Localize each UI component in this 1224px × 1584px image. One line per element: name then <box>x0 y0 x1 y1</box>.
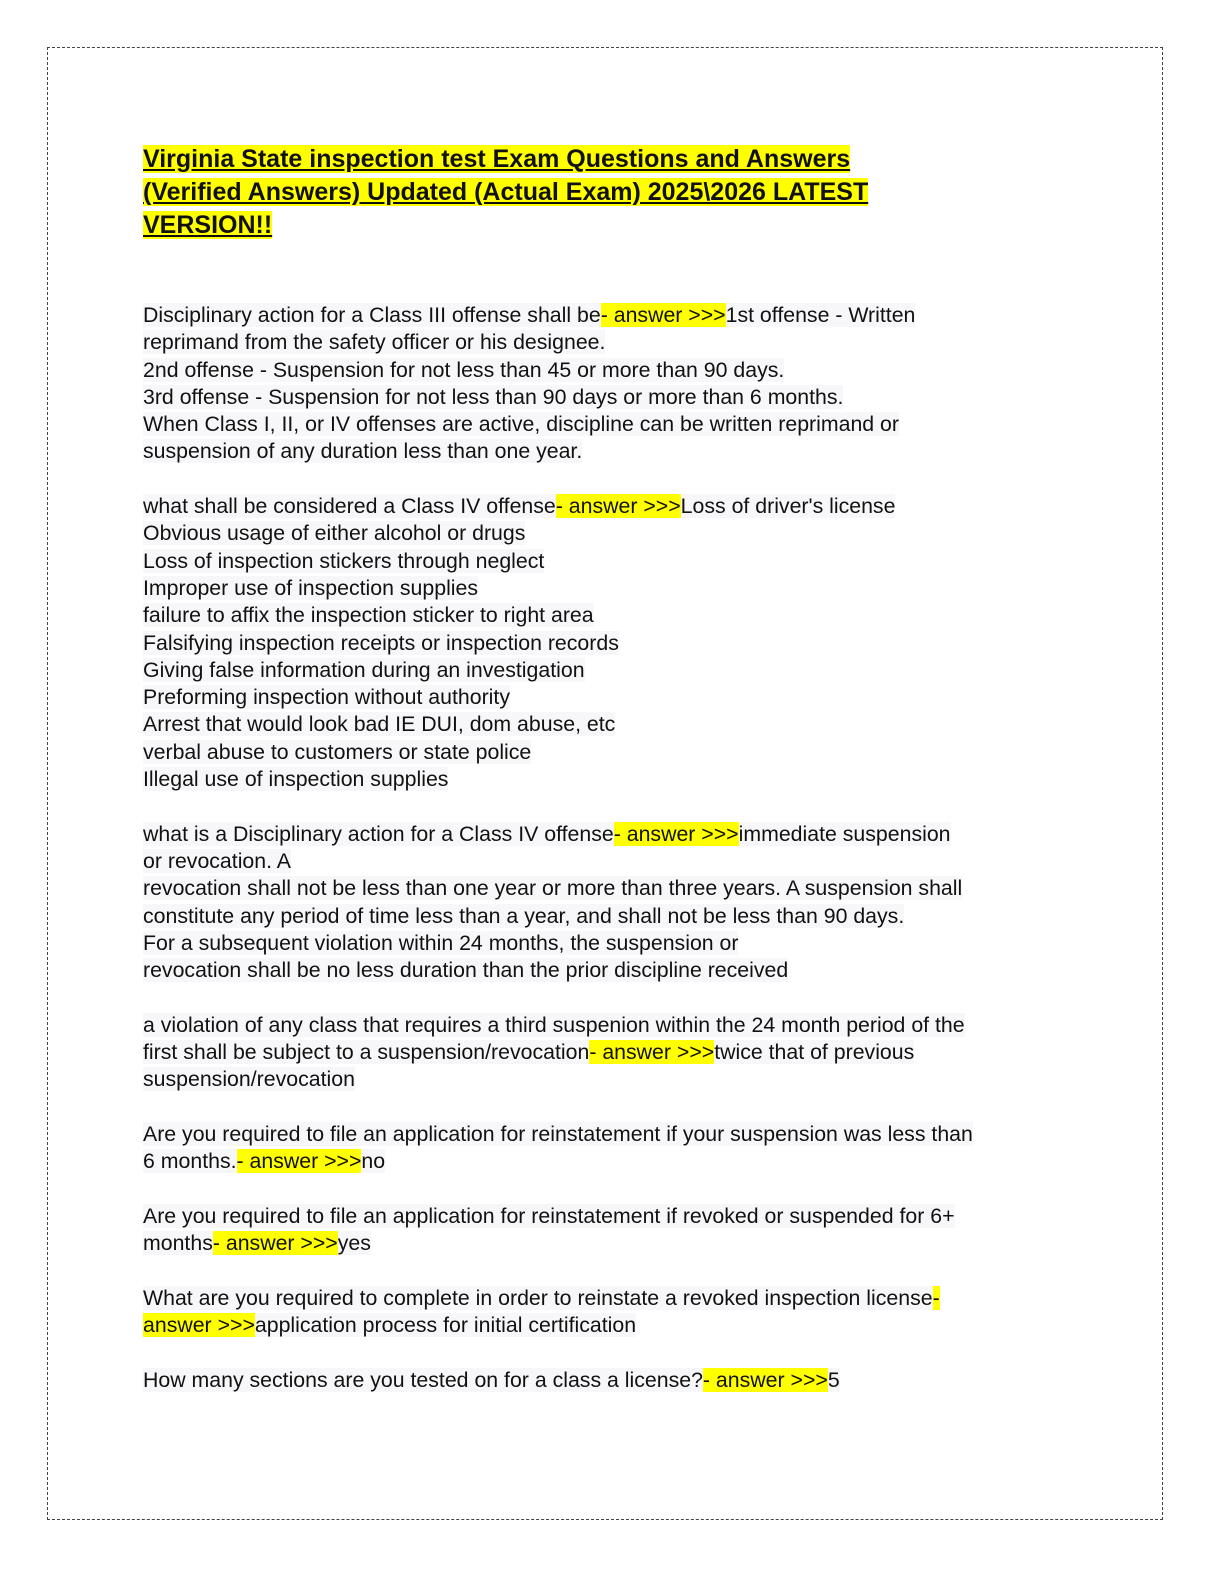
qa-text: a violation of any class that requires a third suspenion within the 24 month period of the <box>143 1012 965 1037</box>
qa-item <box>143 1012 1083 1094</box>
title-line-2: (Verified Answers) Updated (Actual Exam) 2025\2026 LATEST <box>143 178 869 206</box>
qa-text: reprimand from the safety officer or his designee. <box>143 330 606 355</box>
qa-line <box>143 766 1083 793</box>
document-title <box>143 143 1083 242</box>
qa-text: When Class I, II, or IV offenses are active, discipline can be written reprimand or <box>143 412 899 437</box>
qa-text: Arrest that would look bad IE DUI, dom abuse, etc <box>143 712 616 737</box>
qa-text: Are you required to file an application for reinstatement if revoked or suspended for 6+ <box>143 1203 955 1228</box>
qa-line <box>143 1121 1083 1148</box>
qa-text: Preforming inspection without authority <box>143 685 510 710</box>
answer-text: application process for initial certification <box>254 1312 637 1337</box>
qa-line <box>143 1203 1083 1230</box>
qa-line <box>143 357 1083 384</box>
answer-marker: - answer >>> <box>702 1367 828 1392</box>
qa-line <box>143 1367 1083 1394</box>
qa-list <box>143 302 1083 1394</box>
qa-line <box>143 930 1083 957</box>
qa-line <box>143 602 1083 629</box>
answer-text: immediate suspension <box>738 821 951 846</box>
answer-text: yes <box>337 1231 371 1256</box>
qa-text: Obvious usage of either alcohol or drugs <box>143 521 526 546</box>
qa-line <box>143 957 1083 984</box>
qa-text: revocation shall be no less duration than the prior discipline received <box>143 958 789 983</box>
qa-text: What are you required to complete in order to reinstate a revoked inspection license <box>143 1285 933 1310</box>
answer-marker: - answer >>> <box>613 821 739 846</box>
qa-text: or revocation. A <box>143 848 291 873</box>
qa-text: verbal abuse to customers or state police <box>143 739 532 764</box>
qa-text: revocation shall not be less than one year or more than three years. A suspension shall <box>143 876 963 901</box>
title-line-1: Virginia State inspection test Exam Questions and Answers <box>143 145 851 173</box>
qa-text: 2nd offense - Suspension for not less than 45 or more than 90 days. <box>143 357 785 382</box>
qa-line <box>143 302 1083 329</box>
qa-item <box>143 821 1083 985</box>
answer-marker: - <box>932 1285 940 1310</box>
qa-line <box>143 1285 1083 1312</box>
answer-marker: answer >>> <box>143 1312 255 1337</box>
qa-text: constitute any period of time less than a year, and shall not be less than 90 days. <box>143 903 905 928</box>
qa-line <box>143 1230 1083 1257</box>
qa-item <box>143 1285 1083 1340</box>
qa-text: months <box>143 1231 213 1256</box>
title-line-3: VERSION!! <box>143 211 273 239</box>
qa-text: Loss of inspection stickers through neglect <box>143 548 545 573</box>
answer-marker: - answer >>> <box>236 1149 362 1174</box>
qa-line <box>143 411 1083 438</box>
qa-line <box>143 903 1083 930</box>
qa-line <box>143 739 1083 766</box>
qa-text: 6 months. <box>143 1149 237 1174</box>
qa-text: Improper use of inspection supplies <box>143 575 479 600</box>
qa-item <box>143 1203 1083 1258</box>
qa-line <box>143 384 1083 411</box>
qa-text: For a subsequent violation within 24 months, the suspension or <box>143 930 739 955</box>
qa-line <box>143 821 1083 848</box>
qa-line <box>143 493 1083 520</box>
qa-line <box>143 848 1083 875</box>
qa-text: How many sections are you tested on for a class a license? <box>143 1367 703 1392</box>
qa-line <box>143 438 1083 465</box>
qa-text: Disciplinary action for a Class III offense shall be <box>143 303 601 327</box>
qa-line <box>143 329 1083 356</box>
qa-item <box>143 1367 1083 1394</box>
qa-text: what shall be considered a Class IV offense <box>143 494 556 519</box>
qa-item <box>143 302 1083 466</box>
qa-line <box>143 1312 1083 1339</box>
answer-text: 5 <box>827 1367 840 1392</box>
qa-text: what is a Disciplinary action for a Class IV offense <box>143 821 614 846</box>
qa-line <box>143 1148 1083 1175</box>
qa-line <box>143 684 1083 711</box>
answer-marker: - answer >>> <box>600 303 726 327</box>
qa-line <box>143 657 1083 684</box>
qa-line <box>143 1039 1083 1066</box>
qa-line <box>143 575 1083 602</box>
qa-text: first shall be subject to a suspension/revocation <box>143 1040 590 1065</box>
answer-marker: - answer >>> <box>555 494 681 519</box>
qa-text: Are you required to file an application for reinstatement if your suspension was less than <box>143 1121 973 1146</box>
qa-text: suspension/revocation <box>143 1067 355 1092</box>
qa-line <box>143 548 1083 575</box>
qa-line <box>143 630 1083 657</box>
qa-line <box>143 711 1083 738</box>
qa-text: failure to affix the inspection sticker to right area <box>143 603 594 628</box>
qa-line <box>143 1012 1083 1039</box>
answer-text: Loss of driver's license <box>680 494 896 519</box>
answer-marker: - answer >>> <box>589 1040 715 1065</box>
qa-text: Falsifying inspection receipts or inspection records <box>143 630 619 655</box>
qa-line <box>143 520 1083 547</box>
answer-marker: - answer >>> <box>212 1231 338 1256</box>
qa-text: 3rd offense - Suspension for not less than 90 days or more than 6 months. <box>143 384 844 409</box>
answer-text: twice that of previous <box>714 1040 915 1065</box>
document-body <box>143 143 1083 1421</box>
qa-line <box>143 1066 1083 1093</box>
qa-item <box>143 1121 1083 1176</box>
qa-line <box>143 875 1083 902</box>
answer-text: no <box>361 1149 386 1174</box>
qa-item <box>143 493 1083 793</box>
qa-text: Giving false information during an investigation <box>143 657 585 682</box>
qa-text: Illegal use of inspection supplies <box>143 767 449 792</box>
qa-text: suspension of any duration less than one year. <box>143 439 583 464</box>
answer-text: 1st offense - Written <box>725 303 916 327</box>
